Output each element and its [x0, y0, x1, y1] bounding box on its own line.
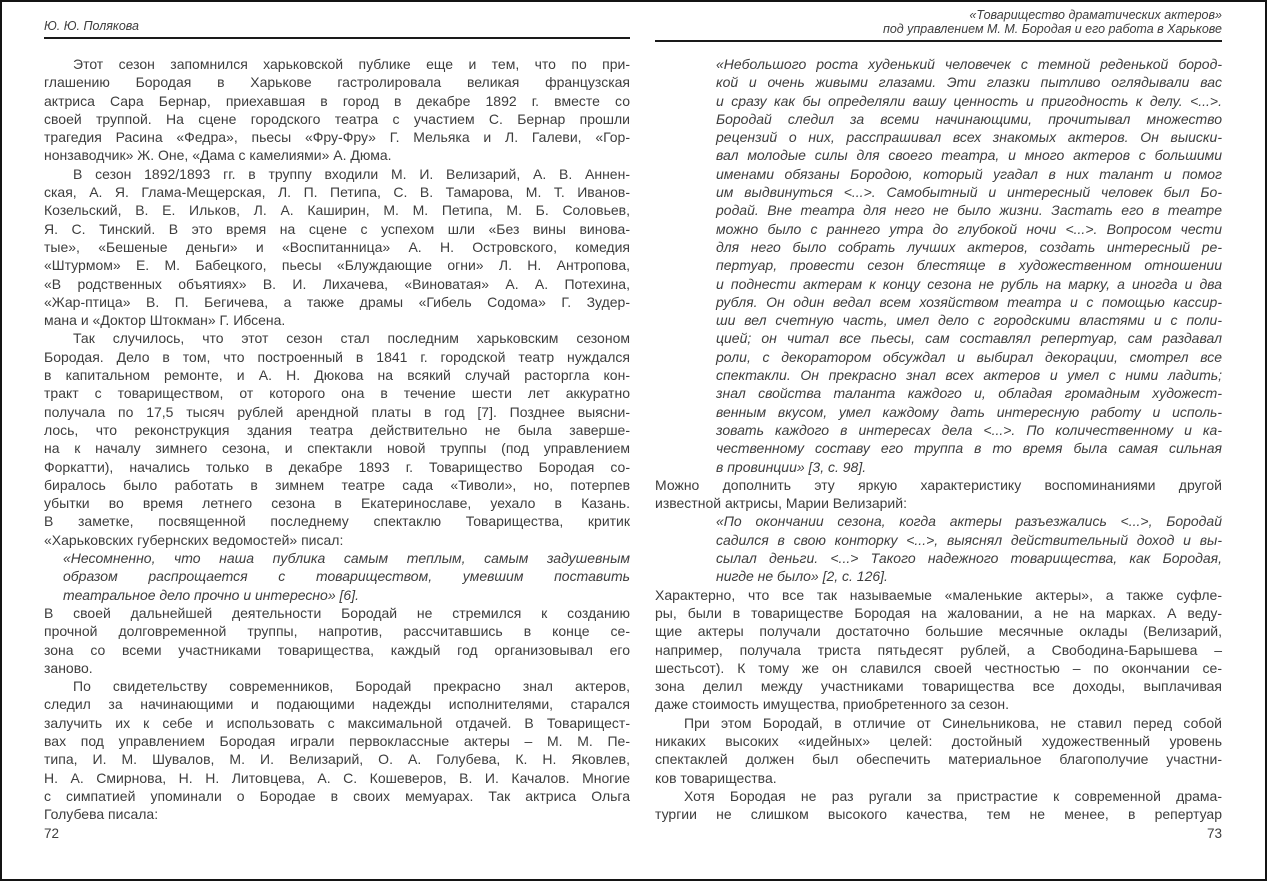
text-line: Форкатти), начались только в декабре 1893 г. Товарищество Бородая со- — [44, 458, 630, 475]
text-line: спектаклей должен был обеспечить материальное благополучие участни- — [655, 751, 1222, 768]
text-line: в провинции» [3, с. 98]. — [716, 458, 867, 475]
paragraph — [44, 604, 630, 677]
paragraph — [44, 329, 630, 549]
text-line: знал свойства таланта каждого и, обладая громадным художест- — [716, 385, 1222, 402]
text-line: В сезон 1892/1893 гг. в труппу входили М. И. Велизарий, А. В. Аннен- — [73, 165, 630, 182]
text-line: получала по 17,5 тысяч рублей арендной платы в год [7]. Позднее выясни- — [44, 403, 630, 420]
text-line: ши вел счетную часть, имел дело с городскими властями и с поли- — [716, 312, 1222, 329]
text-line: мана и «Доктор Штокман» Г. Ибсена. — [44, 312, 286, 329]
text-line: щие актеры получали достаточно большие месячные оклады (Велизарий, — [655, 623, 1222, 640]
text-line: следил за начинающими и подающими надежды исполнителями, старался — [44, 696, 630, 713]
paragraph — [44, 677, 630, 823]
paragraph — [655, 714, 1222, 787]
text-line: трагедия Расина «Федра», пьесы «Фру-Фру» Г. Мельяка и Л. Галеви, «Гор- — [44, 129, 630, 146]
text-line: глашению Бородая в Харькове гастролировала великая французская — [44, 74, 630, 91]
text-line: рецензий о них, расспрашивал всех знакомых актеров. Он выиски- — [716, 129, 1222, 146]
running-head-title-line1: «Товарищество драматических актеров» — [969, 8, 1222, 22]
text-line: Можно дополнить эту яркую характеристику воспоминаниями другой — [655, 476, 1222, 493]
page-left-running-head — [44, 19, 630, 39]
text-line: роли, с декоратором обсуждал и выбирал декорации, смотрел все — [716, 348, 1222, 365]
text-line: цией; он читал все пьесы, сам составлял репертуар, сам раздавал — [716, 330, 1222, 347]
text-line: венным вкусом, умел каждому дать интересную работу и исполь- — [716, 403, 1222, 420]
text-line: тые», «Бешеные деньги» и «Воспитанница» А. Н. Островского, комедия — [44, 238, 630, 255]
text-line: Так случилось, что этот сезон стал последним харьковским сезоном — [73, 330, 630, 347]
running-head-author: Ю. Ю. Полякова — [44, 19, 139, 33]
page-right-content — [655, 55, 1222, 823]
paragraph — [44, 165, 630, 330]
text-line: лось, что реконструкция здания театра действительно не была заверше- — [44, 421, 630, 438]
text-line: ков товарищества. — [655, 769, 777, 786]
text-line: садился в свою конторку <...>, выяснял действительный доход и вы- — [716, 531, 1222, 548]
text-line: в капитальном ремонте, и А. Н. Дюкова на всякий случай расторгла кон- — [44, 367, 630, 384]
paragraph — [655, 476, 1222, 513]
text-line: «По окончании сезона, когда актеры разъезжались <...>, Бородай — [716, 513, 1222, 530]
text-line: пертуар, провести сезон блестяще в художественном отношении — [716, 257, 1222, 274]
text-line: вал молодые силы для своего театра, и много актеров с большими — [716, 147, 1222, 164]
page-left-content — [44, 55, 630, 823]
paragraph — [655, 586, 1222, 714]
text-line: Хотя Бородая не раз ругали за пристрастие к современной драма- — [684, 787, 1222, 804]
text-line: ская, А. Я. Глама-Мещерская, Л. П. Петипа, С. В. Тамарова, М. Т. Иванов- — [44, 184, 630, 201]
text-line: В заметке, посвященной последнему спектаклю Товарищества, критик — [44, 513, 630, 530]
text-line: именами обязаны Бородою, который угадал в них талант и помог — [716, 165, 1222, 182]
page-left — [44, 2, 630, 879]
text-line: шестьсот). К тому же он славился своей честностью – по окончании се- — [655, 659, 1222, 676]
text-line: вах под управлением Бородая играли первоклассные актеры – М. М. Пе- — [44, 732, 630, 749]
text-line: «В родственных объятиях» В. И. Лихачева, «Виноватая» А. А. Потехина, — [44, 275, 630, 292]
text-line: нигде не было» [2, с. 126]. — [716, 568, 888, 585]
text-line: своей труппой. На сцене городского театра с участием С. Бернар прошли — [44, 110, 630, 127]
text-line: «Штурмом» Е. М. Бабецкого, пьесы «Блуждающие огни» Л. Н. Антропова, — [44, 257, 630, 274]
text-line: можно было с раннего утра до глубокой ночи <...>. Вопросом чести — [716, 220, 1222, 237]
text-line: Характерно, что все так называемые «маленькие актеры», а также суфле- — [655, 586, 1222, 603]
text-line: тургии не слишком высокого качества, тем не менее, в репертуар — [655, 806, 1222, 823]
text-line: например, получала триста пятьдесят рублей, а Свободина-Барышева – — [655, 641, 1222, 658]
text-line: чественному составу его труппа в то время была самая сильная — [716, 440, 1222, 457]
text-line: им выдвинуться <...>. Самобытный и интересный человек был Бо- — [716, 184, 1222, 201]
text-line: для него было собрать лучших актеров, создать интересный ре- — [716, 238, 1222, 255]
text-line: Я. С. Тинский. В это время на сцене с успехом шли «Без вины винова- — [44, 220, 630, 237]
text-line: известной актрисы, Марии Велизарий: — [655, 495, 907, 512]
text-line: образом распрощается с товариществом, умевшим поставить — [63, 568, 630, 585]
text-line: зона делил между участниками товарищества все доходы, выплачивая — [655, 678, 1222, 695]
text-line: рубля. Он один ведал всем хозяйством театра и с помощью кассир- — [716, 293, 1222, 310]
text-line: Козельский, В. Е. Ильков, Л. А. Каширин, М. М. Петипа, М. Б. Соловьев, — [44, 202, 630, 219]
text-line: на к началу зимнего сезона, и спектакли новой труппы (под управлением — [44, 440, 630, 457]
text-line: актриса Сара Бернар, приехавшая в город в декабре 1892 г. вместе со — [44, 92, 630, 109]
text-line: типа, И. М. Шувалов, М. И. Велизарий, О. А. Голубева, К. Н. Яковлев, — [44, 751, 630, 768]
text-line: родай. Вне театра для него не было жизни. Застать его в театре — [716, 202, 1222, 219]
text-line: Бородай следил за всеми начинающими, прочитывал множество — [716, 110, 1222, 127]
block-quote — [716, 512, 1222, 585]
text-line: «Жар-птица» В. П. Бегичева, а также драмы «Гибель Содома» Г. Зудер- — [44, 293, 630, 310]
text-line: и сразу как бы определяли вашу ценность и пригодность к делу. <...>. — [716, 92, 1222, 109]
text-line: «Харьковских губернских ведомостей» писал: — [44, 531, 344, 548]
text-line: даже стоимость имущества, приобретенного за сезон. — [655, 696, 1009, 713]
text-line: нонзаводчик» Ж. Оне, «Дама с камелиями» А. Дюма. — [44, 147, 392, 164]
paragraph — [44, 55, 630, 165]
text-line: театральное дело прочно и интересно» [6]. — [63, 586, 359, 603]
page-number-right: 73 — [1206, 826, 1222, 841]
text-line: Этот сезон запомнился харьковской публике еще и тем, что по при- — [73, 56, 630, 72]
page-right-running-head — [655, 8, 1222, 42]
running-head-title-line2: под управлением М. М. Бородая и его работа в Харькове — [882, 22, 1222, 36]
text-line: и поднести актерам к концу сезона не рубль на марку, а иногда и два — [716, 275, 1222, 292]
text-line: убытки во время летнего сезона в Екатеринославе, уехало в Казань. — [44, 495, 630, 512]
text-line: сылал деньги. <...> Такого надежного товарищества, как Бородая, — [716, 550, 1222, 567]
text-line: залучить их к себе и использовать с максимальной отдачей. В Товарищест- — [44, 714, 630, 731]
text-line: Бородая. Дело в том, что построенный в 1841 г. городской театр нуждался — [44, 348, 630, 365]
page-number-left: 72 — [44, 826, 60, 841]
text-line: Н. А. Смирнова, Н. Н. Литовцева, А. С. Кошеверов, В. И. Качалов. Многие — [44, 769, 630, 786]
text-line: Голубева писала: — [44, 806, 159, 823]
paragraph — [655, 787, 1222, 824]
text-line: заново. — [44, 659, 93, 676]
text-line: зовать каждого в интересах дела <...>. По количественному и ка- — [716, 421, 1222, 438]
text-line: зона со всеми участниками товарищества, каждый год организовывал его — [44, 641, 630, 658]
text-line: В своей дальнейшей деятельности Бородай не стремился к созданию — [44, 604, 630, 621]
text-line: никаких высоких «идейных» целей: достойный художественный уровень — [655, 732, 1222, 749]
text-line: прочной долговременной труппы, напротив, рассчитавшись в конце се- — [44, 623, 630, 640]
block-quote — [63, 549, 630, 604]
text-line: «Несомненно, что наша публика самым теплым, самым задушевным — [63, 550, 630, 567]
block-quote — [716, 55, 1222, 476]
text-line: с симпатией упоминали о Бородае в своих мемуарах. Так актриса Ольга — [44, 787, 630, 804]
page-right — [655, 2, 1222, 879]
text-line: тракт с товариществом, от которого она в течение шести лет аккуратно — [44, 385, 630, 402]
text-line: По свидетельству современников, Бородай прекрасно знал актеров, — [73, 678, 630, 695]
text-line: кой и очень живыми глазами. Эти глазки пытливо оглядывали вас — [716, 74, 1222, 91]
text-line: ры, были в товариществе Бородая на жаловании, а не на марках. А веду- — [655, 604, 1222, 621]
text-line: спектакли. Он прекрасно знал всех актеров и умел с ними ладить; — [716, 367, 1222, 384]
text-line: «Небольшого роста худенький человечек с темной реденькой бород- — [716, 56, 1222, 72]
text-line: биралось было работать в зимнем театре сада «Тиволи», но, потерпев — [44, 476, 630, 493]
text-line: При этом Бородай, в отличие от Синельникова, не ставил перед собой — [684, 714, 1222, 731]
